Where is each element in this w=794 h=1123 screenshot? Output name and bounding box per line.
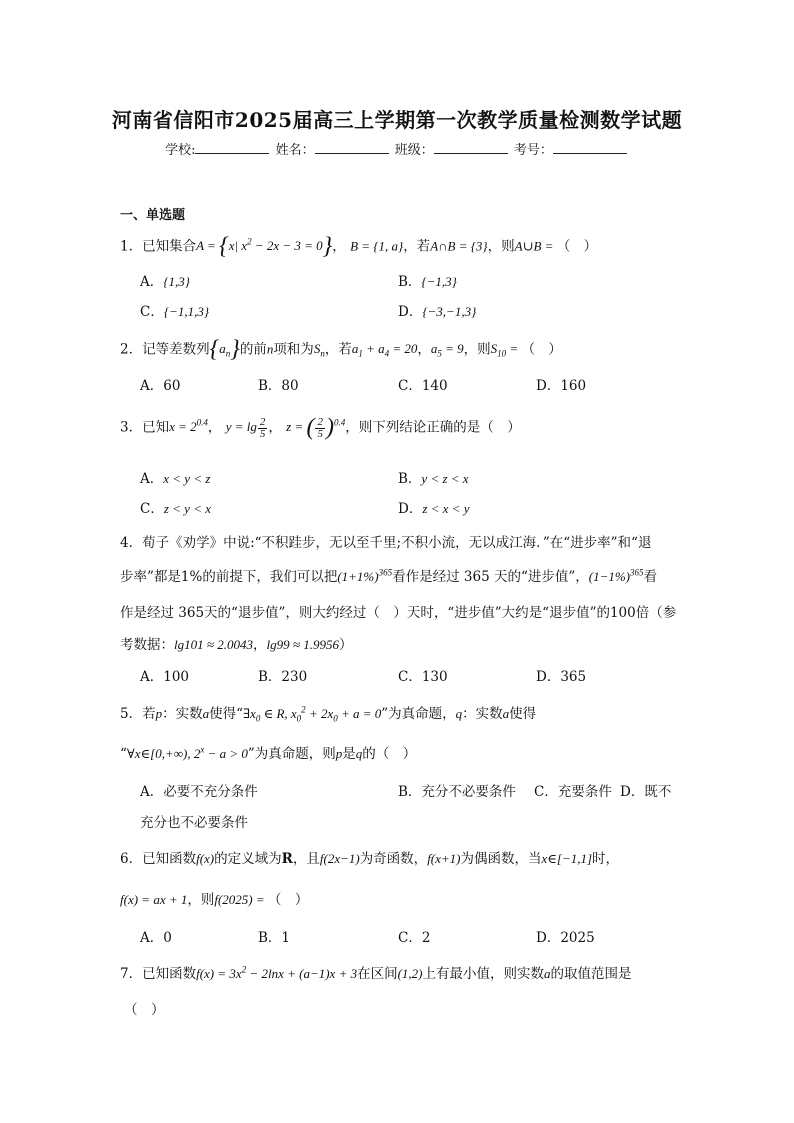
question-6-line-2: f(x) = ax + 1，则f(2025) = （ ） — [120, 892, 309, 908]
q1-option-c[interactable]: C．{−1,1,3} — [140, 304, 210, 320]
q1-option-a[interactable]: A．{1,3} — [140, 274, 190, 290]
question-7-line-2: （ ） — [124, 1002, 165, 1018]
q1-math-setA: A = {x| $x^2 - 2x - 3 = 0$} — [196, 234, 333, 260]
question-4-line-3: 作是经过 365天的“退步值”，则大约经过（ ）天时，“进步值”大约是“退步值”的100倍（参 — [120, 605, 677, 621]
q4-option-d[interactable]: D．365 — [536, 669, 587, 685]
q2-math-seq: $\{a_n\}$ — [209, 337, 240, 363]
question-5-line-1: 5．若p：实数a使得“$\exists x_0$ ∈ R, $x_0^2 + 2x_0 + a = 0$”为真命题，q：实数a使得 — [120, 704, 537, 724]
q1-stem: 1．已知集合 — [120, 238, 197, 255]
q3-option-c[interactable]: C．z < y < x — [140, 501, 211, 517]
q6-option-d[interactable]: D．2025 — [536, 930, 595, 946]
question-6-line-1: 6．已知函数f(x)的定义域为R，且f(2x−1)为奇函数，f(x+1)为偶函数，当x∈[−1,1]时， — [120, 851, 620, 867]
q6-option-c[interactable]: C．2 — [398, 930, 431, 946]
q5-option-b[interactable]: B．充分不必要条件 — [398, 784, 516, 800]
q5-option-c[interactable]: C．充要条件 — [534, 784, 612, 800]
q5-option-d-continued: 充分也不必要条件 — [140, 815, 248, 831]
question-3: 3．已知$x = 2^{0.4}$， y = lg $\frac{2}{5}$ ， z = ( $\frac{2}{5}$ )$^{0.4}$，则下列结论正确的是（ ） — [120, 415, 521, 441]
q1-option-b[interactable]: B．{−1,3} — [398, 274, 457, 290]
q3-math-x: $x = 2^{0.4}$ — [169, 418, 208, 435]
q6-option-b[interactable]: B．1 — [258, 930, 291, 946]
q4-option-b[interactable]: B．230 — [258, 669, 308, 685]
question-1: 1．已知集合A = {x| $x^2 - 2x - 3 = 0$}， B = {1, a}，若A∩B = {3}，则A∪B = （ ） — [120, 234, 598, 260]
q2-option-d[interactable]: D．160 — [536, 378, 587, 394]
q3-math-y: y = lg $\frac{2}{5}$ — [225, 416, 266, 440]
student-info-line — [0, 139, 794, 158]
school-blank[interactable] — [195, 141, 269, 154]
q4-option-c[interactable]: C．130 — [398, 669, 448, 685]
q2-option-b[interactable]: B．80 — [258, 378, 299, 394]
q1-math-intersection: A∩B = {3} — [430, 238, 488, 254]
question-7-line-1: 7．已知函数$f(x) = 3x^2 - 2\ln x + (a-1)x + 3$在区间(1,2)上有最小值，则实数a的取值范围是 — [120, 964, 632, 982]
q2-option-a[interactable]: A．60 — [140, 378, 181, 394]
q1-math-setB: B = {1, a} — [350, 238, 404, 254]
question-5-line-2: “∀x∈[0,+∞), $2^x - a > 0$”为真命题，则p是q的（ ） — [120, 744, 417, 762]
q5-option-a[interactable]: A．必要不充分条件 — [140, 784, 258, 800]
section-heading: 一、单选题 — [120, 208, 186, 223]
question-4-line-2: 步率”都是1%的前提下，我们可以把$(1+1\%)^{365}$看作是经过 365 天的“进步值”，$(1-1\%)^{365}$看 — [120, 567, 658, 585]
q1-option-d[interactable]: D．{−3,−1,3} — [398, 304, 477, 320]
q4-option-a[interactable]: A．100 — [140, 669, 190, 685]
q2-option-c[interactable]: C．140 — [398, 378, 448, 394]
exam-title: 河南省信阳市2025届高三上学期第一次教学质量检测数学试题 — [111, 108, 683, 132]
q6-option-a[interactable]: A．0 — [140, 930, 172, 946]
q3-option-a[interactable]: A．x < y < z — [140, 471, 211, 487]
q5-option-d[interactable]: D．既不 — [620, 784, 672, 800]
q3-option-d[interactable]: D．z < x < y — [398, 501, 470, 517]
question-4-line-4: 考数据：lg101 ≈ 2.0043，lg99 ≈ 1.9956） — [120, 637, 353, 653]
question-4-line-1: 4．荀子《劝学》中说:“不积跬步，无以至千里;不积小流，无以成江海．”在“进步率”和“退 — [120, 535, 652, 551]
class-label: 班级： — [394, 143, 434, 158]
q3-math-z: z = ( $\frac{2}{5}$ )$^{0.4}$ — [286, 415, 346, 441]
q1-math-union: A∪B = — [514, 238, 557, 254]
q3-option-b[interactable]: B．y < z < x — [398, 471, 469, 487]
exam-number-blank[interactable] — [553, 141, 627, 154]
exam-number-label: 考号： — [513, 143, 553, 158]
class-blank[interactable] — [434, 141, 508, 154]
name-blank[interactable] — [315, 141, 389, 154]
question-2: 2．记等差数列$\{a_n\}$的前n项和为$S_n$，若$a_1 + a_4 = 20$，$a_5 = 9$，则$S_{10}$ = （ ） — [120, 337, 562, 363]
school-label: 学校: — [165, 143, 196, 158]
name-label: 姓名： — [275, 143, 315, 158]
